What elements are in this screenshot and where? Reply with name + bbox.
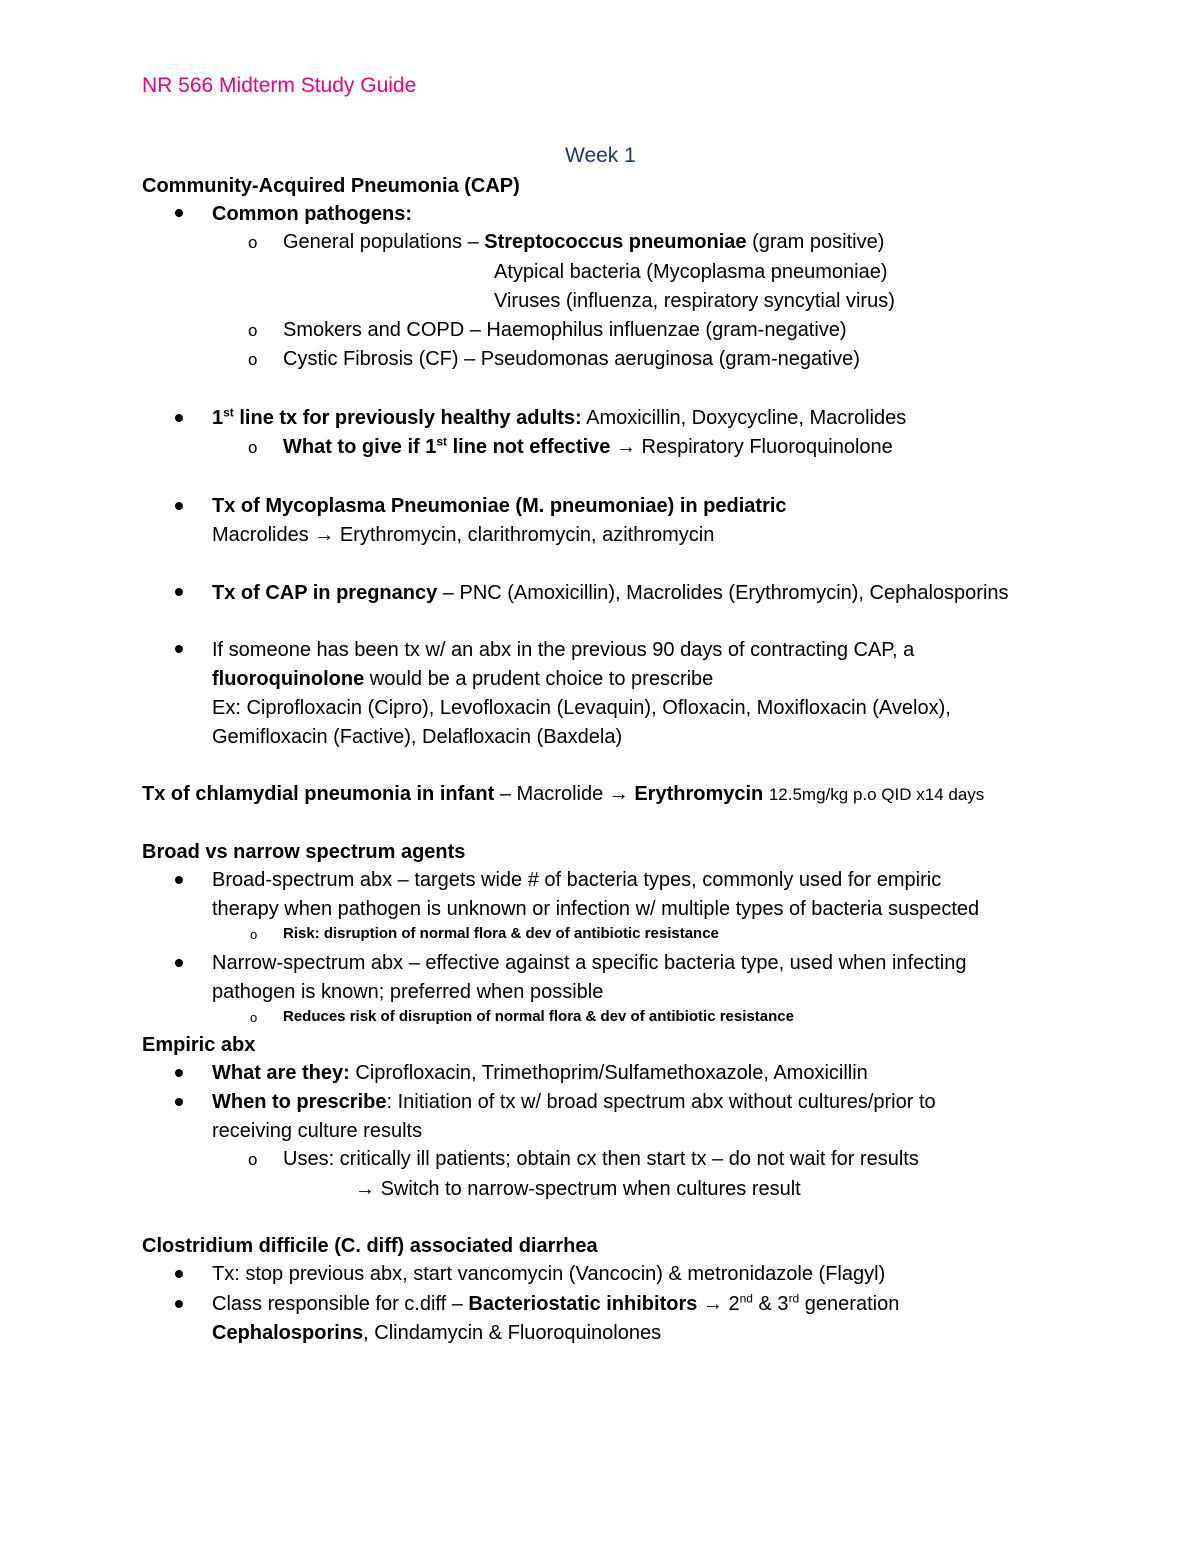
bullet-icon: [175, 502, 183, 510]
circle-bullet-icon: o: [248, 438, 258, 457]
cdiff-class-line: Class responsible for c.diff – Bacteriostatic inhibitors → 2nd & 3rd generation: [212, 1291, 900, 1315]
viruses-line: Viruses (influenza, respiratory syncytial virus): [494, 290, 895, 312]
cdiff-class-line-2: Cephalosporins, Clindamycin & Fluoroquinolones: [212, 1322, 662, 1344]
cap-heading: Community-Acquired Pneumonia (CAP): [142, 175, 520, 197]
empiric-heading: Empiric abx: [142, 1034, 256, 1056]
first-line-tx: 1st line tx for previously healthy adults: Amoxicillin, Doxycycline, Macrolides: [212, 405, 907, 429]
arrow-icon: →: [355, 1178, 375, 1200]
circle-bullet-icon: o: [250, 927, 258, 942]
empiric-when-line: When to prescribe: Initiation of tx w/ broad spectrum abx without cultures/prior to: [212, 1091, 936, 1113]
bullet-icon: [175, 1270, 183, 1278]
empiric-when-line-2: receiving culture results: [212, 1120, 423, 1142]
empiric-switch: → Switch to narrow-spectrum when cultures result: [355, 1178, 801, 1200]
spectrum-heading: Broad vs narrow spectrum agents: [142, 841, 466, 863]
circle-bullet-icon: o: [248, 233, 258, 252]
myco-heading: Tx of Mycoplasma Pneumoniae (M. pneumoniae) in pediatric: [212, 495, 787, 517]
general-populations-line: General populations – Streptococcus pneumoniae (gram positive): [283, 231, 885, 253]
arrow-icon: →: [608, 783, 629, 805]
circle-bullet-icon: o: [250, 1010, 258, 1025]
cdiff-heading: Clostridium difficile (C. diff) associated diarrhea: [142, 1235, 598, 1257]
bullet-icon: [175, 588, 183, 596]
empiric-what-line: What are they: Ciprofloxacin, Trimethoprim/Sulfamethoxazole, Amoxicillin: [212, 1062, 868, 1084]
broad-line-2: therapy when pathogen is unknown or infection w/ multiple types of bacteria suspected: [212, 898, 980, 920]
bullet-icon: [175, 414, 183, 422]
prior-abx-line-4: Gemifloxacin (Factive), Delafloxacin (Baxdela): [212, 726, 623, 748]
arrow-icon: →: [615, 436, 636, 458]
bullet-icon: [175, 1300, 183, 1308]
bullet-icon: [175, 209, 183, 217]
empiric-uses: Uses: critically ill patients; obtain cx then start tx – do not wait for results: [283, 1148, 919, 1170]
smokers-line: Smokers and COPD – Haemophilus influenzae (gram-negative): [283, 319, 847, 341]
broad-line-1: Broad-spectrum abx – targets wide # of bacteria types, commonly used for empiric: [212, 869, 942, 891]
atypical-line: Atypical bacteria (Mycoplasma pneumoniae): [494, 261, 888, 283]
bullet-icon: [175, 959, 183, 967]
week-heading: Week 1: [565, 144, 636, 167]
bullet-icon: [175, 876, 183, 884]
circle-bullet-icon: o: [248, 321, 258, 340]
prior-abx-line-1: If someone has been tx w/ an abx in the previous 90 days of contracting CAP, a: [212, 639, 915, 661]
broad-risk: Risk: disruption of normal flora & dev of antibiotic resistance: [283, 925, 719, 942]
bullet-icon: [175, 1069, 183, 1077]
prior-abx-line-2: fluoroquinolone would be a prudent choice to prescribe: [212, 668, 714, 690]
page-title: NR 566 Midterm Study Guide: [142, 74, 417, 97]
prior-abx-line-3: Ex: Ciprofloxacin (Cipro), Levofloxacin (Levaquin), Ofloxacin, Moxifloxacin (Avelox),: [212, 697, 951, 719]
arrow-icon: →: [314, 524, 335, 546]
cf-line: Cystic Fibrosis (CF) – Pseudomonas aeruginosa (gram-negative): [283, 348, 860, 370]
what-to-give-line: What to give if 1st line not effective → Respiratory Fluoroquinolone: [283, 434, 893, 458]
myco-line: Macrolides → Erythromycin, clarithromycin, azithromycin: [212, 524, 715, 546]
pathogens-label: Common pathogens:: [212, 203, 412, 225]
cdiff-tx: Tx: stop previous abx, start vancomycin (Vancocin) & metronidazole (Flagyl): [212, 1263, 886, 1285]
bullet-icon: [175, 645, 183, 653]
narrow-line-1: Narrow-spectrum abx – effective against a specific bacteria type, used when infecting: [212, 952, 967, 974]
chlamydial-line: Tx of chlamydial pneumonia in infant – Macrolide → Erythromycin 12.5mg/kg p.o QID x14 days: [142, 783, 985, 805]
circle-bullet-icon: o: [248, 1150, 258, 1169]
narrow-note: Reduces risk of disruption of normal flora & dev of antibiotic resistance: [283, 1008, 794, 1025]
circle-bullet-icon: o: [248, 350, 258, 369]
arrow-icon: →: [702, 1293, 723, 1315]
narrow-line-2: pathogen is known; preferred when possible: [212, 981, 604, 1003]
bullet-icon: [175, 1098, 183, 1106]
pregnancy-line: Tx of CAP in pregnancy – PNC (Amoxicillin), Macrolides (Erythromycin), Cephalosporins: [212, 582, 1009, 604]
